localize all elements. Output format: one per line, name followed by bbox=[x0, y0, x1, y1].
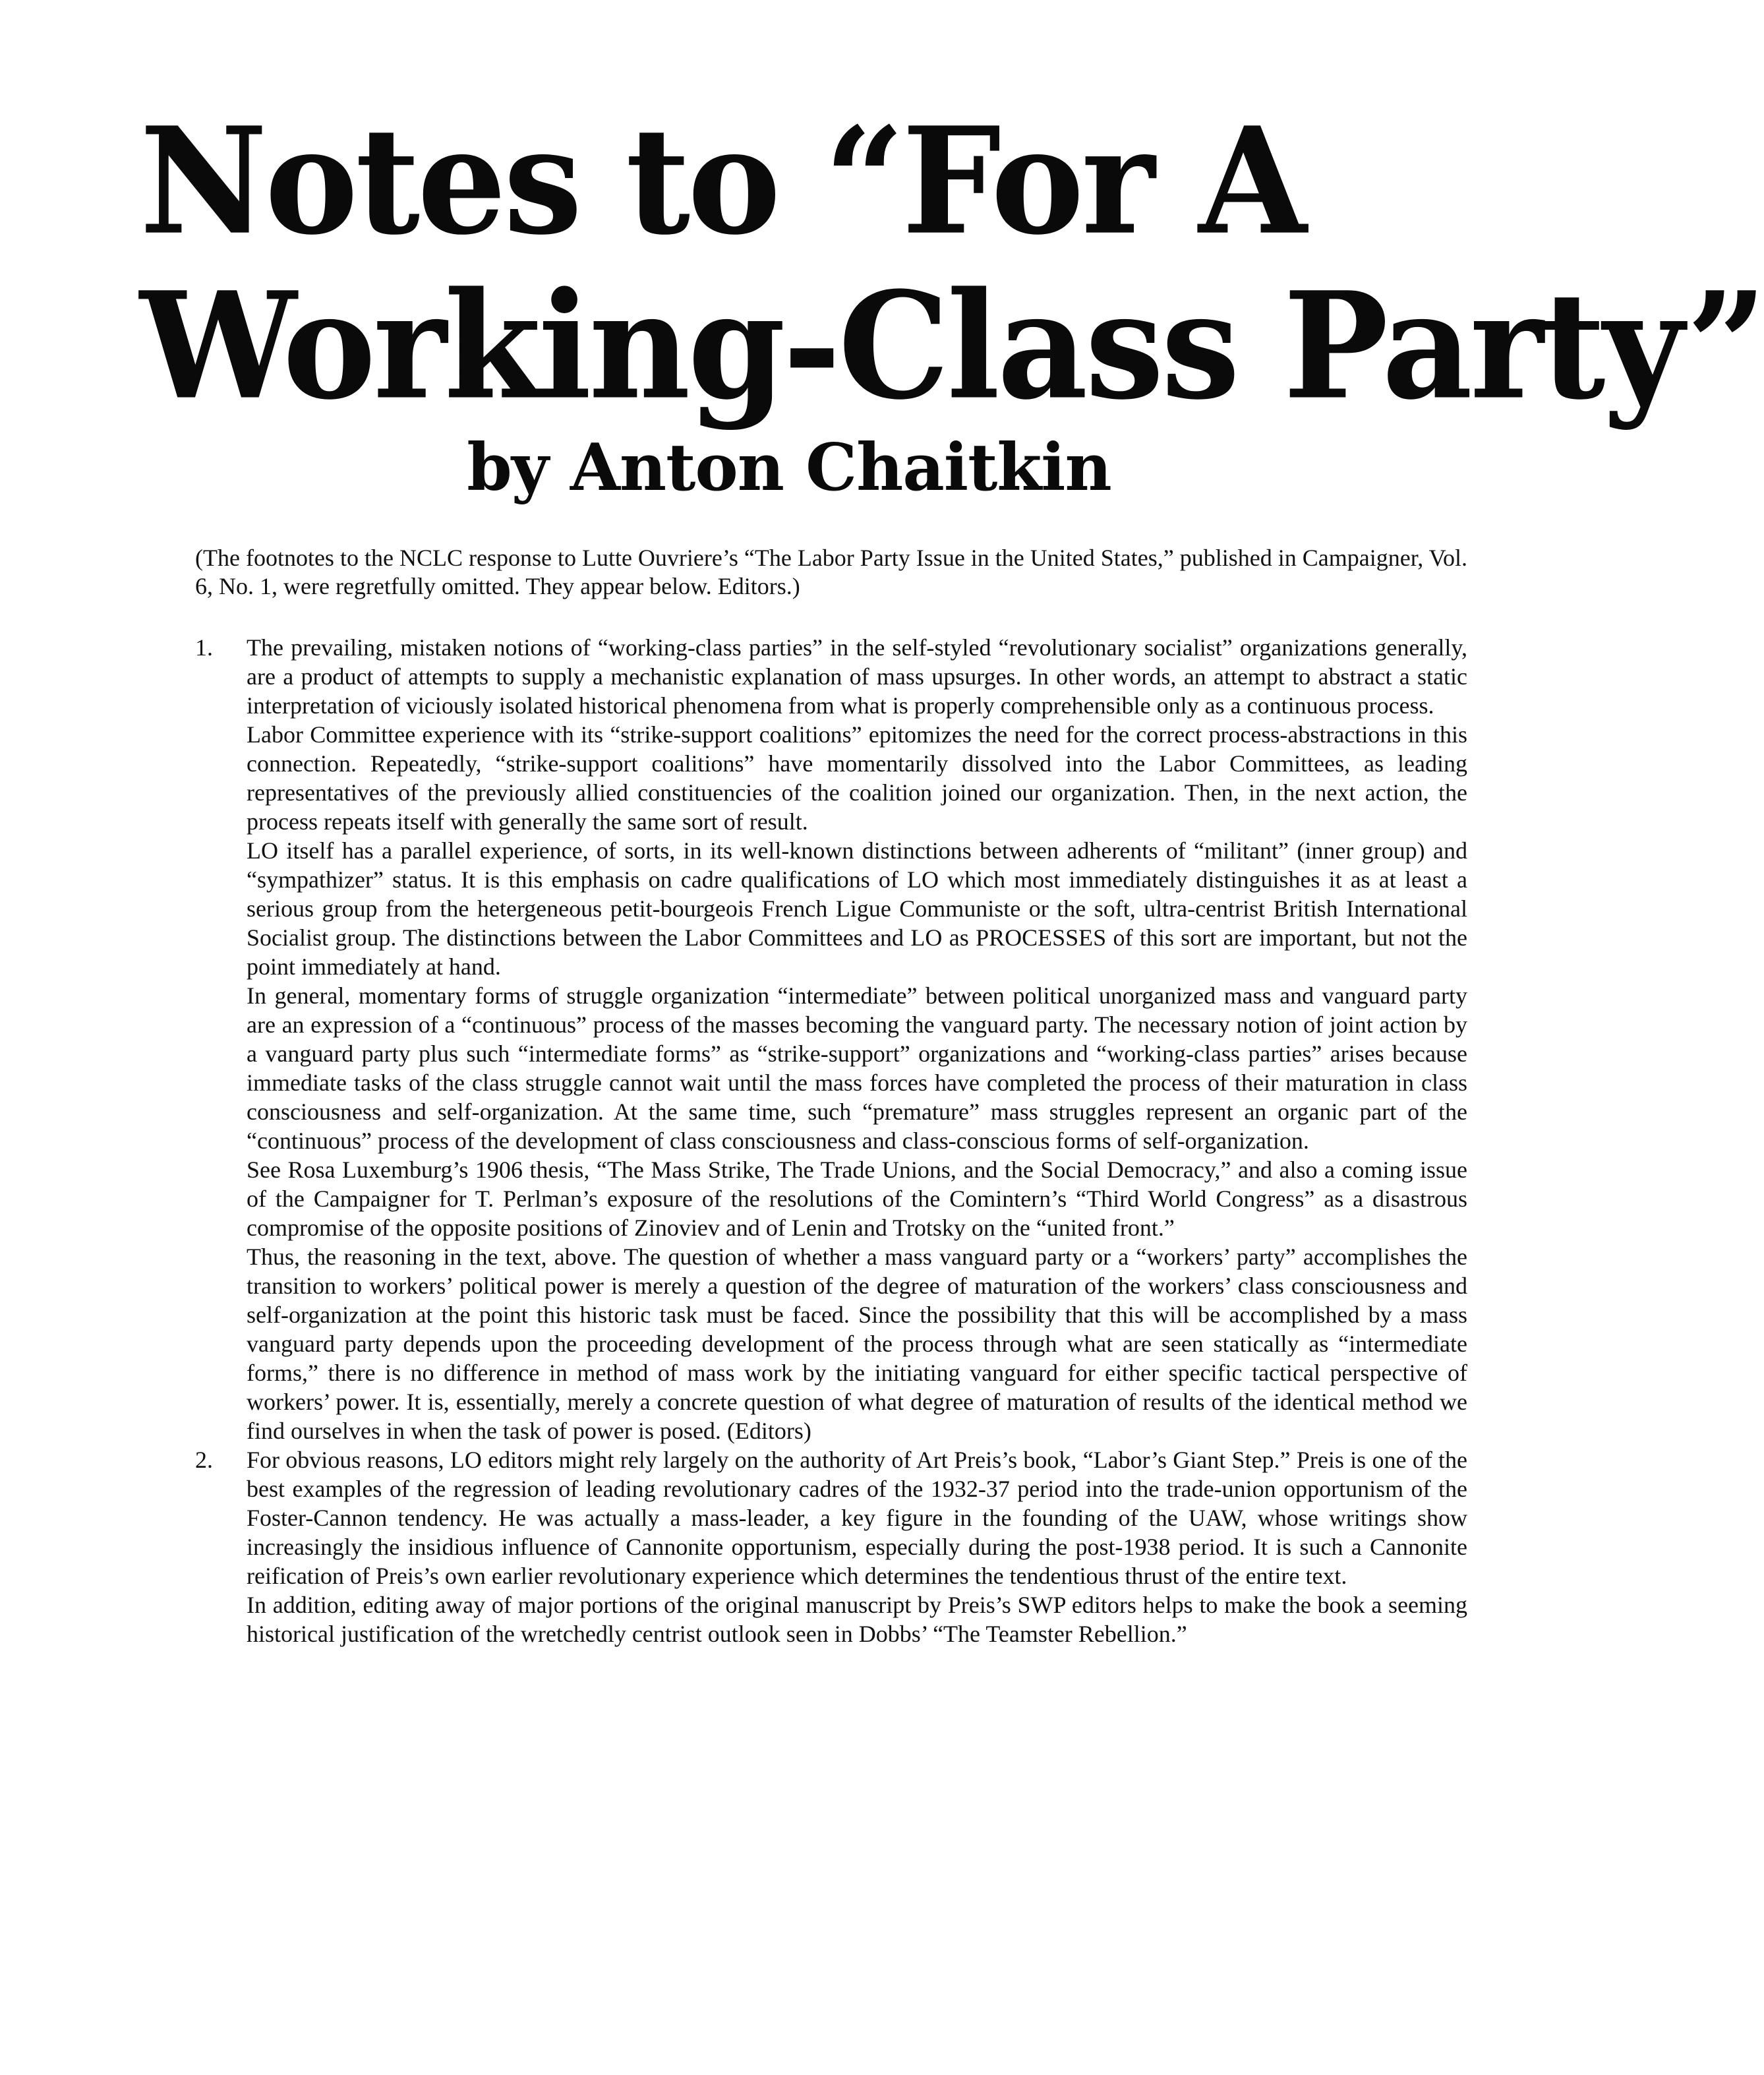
footnote-paragraph: For obvious reasons, LO editors might rely largely on the authority of Art Preis’s book, “Labor’s Giant Step.” Preis is one of the best examples of the regression of leading revolutionary cadres of the 1932-37 period into the trade-union opportunism of the Foster-Cannon tendency. He was actually a mass-leader, a key figure in the founding of the UAW, whose writings show increasingly the insidious influence of Cannonite opportunism, especially during the post-1938 period. It is such a Cannonite reification of Preis’s own earlier revolutionary experience which determines the tendentious thrust of the entire text. bbox=[247, 1447, 1467, 1589]
article-title bbox=[140, 94, 1764, 433]
footnote-2 bbox=[195, 1445, 1467, 1648]
author-byline: by Anton Chaitkin bbox=[467, 430, 1111, 506]
footnote-number: 2. bbox=[195, 1447, 213, 1473]
footnote-paragraph: In addition, editing away of major portions of the original manuscript by Preis’s SWP editors helps to make the book a seeming historical justification of the wretchedly centrist outlook seen in Dobbs’ “The Teamster Rebellion.” bbox=[247, 1592, 1467, 1647]
footnote-1 bbox=[195, 633, 1467, 1445]
footnote-paragraph: Thus, the reasoning in the text, above. The question of whether a mass vanguard party or a “workers’ party” accomplishes the transition to workers’ political power is merely a question of the degree of maturation of the workers’ class consciousness and self-organization at the point this historic task must be faced. Since the possibility that this will be accomplished by a mass vanguard party depends upon the proceeding development of the process through what are seen statically as “intermediate forms,” there is no difference in method of mass work by the initiating vanguard for either specific tactical perspective of workers’ power. It is, essentially, merely a concrete question of what degree of maturation of results of the identical method we find ourselves in when the task of power is posed. (Editors) bbox=[247, 1244, 1467, 1444]
footnote-number: 1. bbox=[195, 634, 213, 661]
footnote-paragraph: In general, momentary forms of struggle organization “intermediate” between political unorganized mass and vanguard party are an expression of a “continuous” process of the masses becoming the vanguard party. The necessary notion of joint action by a vanguard party plus such “intermediate forms” as “strike-support” organizations and “working-class parties” arises because immediate tasks of the class struggle cannot wait until the mass forces have completed the process of their maturation in class consciousness and self-organization. At the same time, such “premature” mass struggles represent an organic part of the “continuous” process of the development of class consciousness and class-conscious forms of self-organization. bbox=[247, 982, 1467, 1154]
title-line-1: Notes to “For A bbox=[140, 94, 1305, 268]
title-line-2: Working-Class Party” bbox=[140, 259, 1764, 433]
footnote-paragraph: LO itself has a parallel experience, of sorts, in its well-known distinctions between adherents of “militant” (inner group) and “sympathizer” status. It is this emphasis on cadre qualifications of LO which most immediately distinguishes it as at least a serious group from the hetergeneous petit-bourgeois French Ligue Communiste or the soft, ultra-centrist British International Socialist group. The distinctions between the Labor Committees and LO as PROCESSES of this sort are important, but not the point immediately at hand. bbox=[247, 837, 1467, 980]
footnote-paragraph: The prevailing, mistaken notions of “working-class parties” in the self-styled “revolutionary socialist” organizations generally, are a product of attempts to supply a mechanistic explanation of mass upsurges. In other words, an attempt to abstract a static interpretation of viciously isolated historical phenomena from what is properly comprehensible only as a continuous process. bbox=[247, 634, 1467, 719]
footnote-paragraph: See Rosa Luxemburg’s 1906 thesis, “The Mass Strike, The Trade Unions, and the Social Democracy,” and also a coming issue of the Campaigner for T. Perlman’s exposure of the resolutions of the Comintern’s “Third World Congress” as a disastrous compromise of the opposite positions of Zinoviev and of Lenin and Trotsky on the “united front.” bbox=[247, 1157, 1467, 1241]
editors-intro: (The footnotes to the NCLC response to Lutte Ouvriere’s “The Labor Party Issue in the United States,” published in Campaigner, Vol. 6, No. 1, were regretfully omitted. They appear below. Editors.) bbox=[195, 545, 1467, 599]
footnotes-list bbox=[195, 633, 1467, 1648]
footnote-paragraph: Labor Committee experience with its “strike-support coalitions” epitomizes the need for the correct process-abstractions in this connection. Repeatedly, “strike-support coalitions” have momentarily dissolved into the Labor Committees, as leading representatives of the previously allied constituencies of the coalition joined our organization. Then, in the next action, the process repeats itself with generally the same sort of result. bbox=[247, 721, 1467, 835]
